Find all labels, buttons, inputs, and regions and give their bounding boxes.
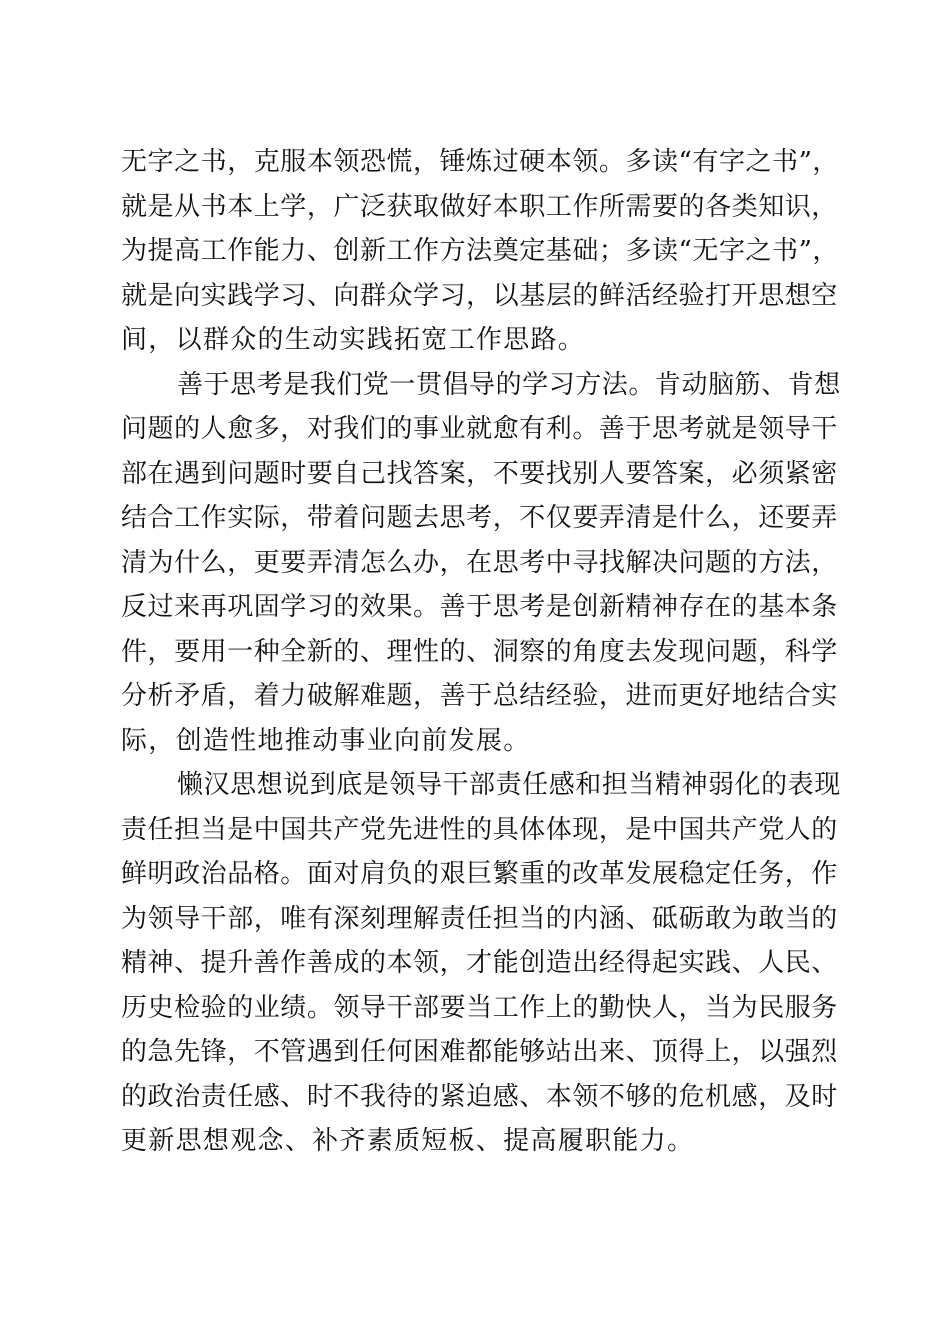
- paragraph-line: 部在遇到问题时要自己找答案，不要找别人要答案，必须紧密: [121, 458, 838, 489]
- paragraph-line: 的政治责任感、时不我待的紧迫感、本领不够的危机感，及时: [121, 1081, 838, 1112]
- paragraph-line: 的急先锋，不管遇到任何困难都能够站出来、顶得上，以强烈: [121, 1037, 838, 1067]
- paragraph-line: 就是向实践学习、向群众学习，以基层的鲜活经验打开思想空: [121, 280, 838, 311]
- paragraph-line: 无字之书，克服本领恐慌，锤炼过硬本领。多读“有字之书”，: [121, 147, 839, 177]
- paragraph-line: 鲜明政治品格。面对肩负的艰巨繁重的改革发展稳定任务，作: [121, 859, 838, 889]
- paragraph-line: 结合工作实际，带着问题去思考，不仅要弄清是什么，还要弄: [121, 503, 838, 533]
- paragraph-line: 问题的人愈多，对我们的事业就愈有利。善于思考就是领导干: [121, 414, 838, 444]
- paragraph-line: 际，创造性地推动事业向前发展。: [121, 725, 531, 756]
- paragraph-1: [121, 140, 841, 363]
- paragraph-line: 间，以群众的生动实践拓宽工作思路。: [121, 325, 586, 355]
- paragraph-line: 懒汉思想说到底是领导干部责任感和担当精神弱化的表现: [177, 770, 841, 800]
- paragraph-line: 清为什么，更要弄清怎么办，在思考中寻找解决问题的方法，: [121, 547, 838, 578]
- paragraph-line: 为提高工作能力、创新工作方法奠定基础；多读“无字之书”，: [121, 236, 839, 266]
- paragraph-line: 为领导干部，唯有深刻理解责任担当的内涵、砥砺敢为敢当的: [121, 903, 838, 934]
- paragraph-line: 反过来再巩固学习的效果。善于思考是创新精神存在的基本条: [121, 592, 838, 622]
- paragraph-line: 精神、提升善作善成的本领，才能创造出经得起实践、人民、: [121, 948, 838, 978]
- paragraph-line: 更新思想观念、补齐素质短板、提高履职能力。: [121, 1126, 695, 1156]
- paragraph-line: 件，要用一种全新的、理性的、洞察的角度去发现问题，科学: [121, 636, 838, 667]
- paragraph-line: 责任担当是中国共产党先进性的具体体现，是中国共产党人的: [121, 814, 838, 845]
- paragraph-3: [121, 763, 841, 1164]
- paragraph-line: 历史检验的业绩。领导干部要当工作上的勤快人，当为民服务: [121, 992, 838, 1023]
- paragraph-line: 善于思考是我们党一贯倡导的学习方法。肯动脑筋、肯想: [177, 369, 841, 400]
- paragraph-line: 分析矛盾，着力破解难题，善于总结经验，进而更好地结合实: [121, 681, 838, 711]
- body-text: [121, 140, 841, 1164]
- paragraph-line: 就是从书本上学，广泛获取做好本职工作所需要的各类知识，: [121, 191, 838, 222]
- paragraph-2: [121, 363, 841, 764]
